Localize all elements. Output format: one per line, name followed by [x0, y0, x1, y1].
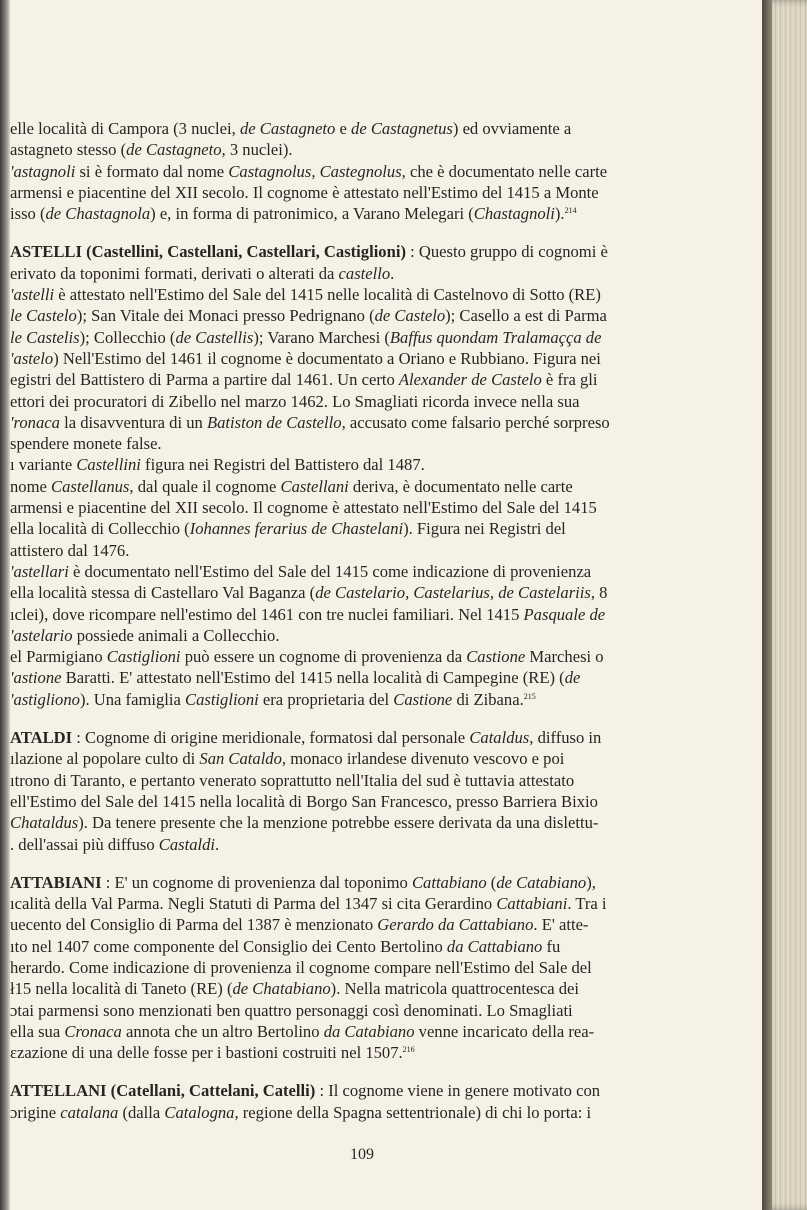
- paragraph-gap: [10, 224, 708, 241]
- text-line: nome Castellanus, dal quale il cognome Castellani deriva, è documentato nelle carte: [10, 476, 573, 496]
- text-line: ɛzazione di una delle fosse per i bastioni costruiti nel 1507.$^{216}$: [10, 1043, 415, 1063]
- text-line: ella località di Collecchio (Iohannes ferarius de Chastelani). Figura nei Registri del: [10, 519, 566, 539]
- text-line: egistri del Battistero di Parma a partire dal 1461. Un certo Alexander de Castelo è fra gli: [10, 370, 598, 390]
- text-line: ł15 nella località di Taneto (RE) (de Chatabiano). Nella matricola quattrocentesca dei: [10, 979, 579, 999]
- page-number: 109: [350, 1146, 374, 1163]
- book-gutter-edge: [0, 0, 10, 1210]
- entry-cataldi: [10, 727, 708, 855]
- entry-castelli: [10, 241, 708, 710]
- entry-cattellani: [10, 1080, 708, 1123]
- text-line: ıtrono di Taranto, e pertanto venerato soprattutto nell'Italia del sud è tuttavia attestato: [10, 770, 575, 790]
- text-line: le Castelis); Collecchio (de Castellis); Varano Marchesi (Baffus quondam Tralamaçça de: [10, 327, 602, 347]
- text-line: ATTELLANI (Catellani, Cattelani, Catelli) : Il cognome viene in genere motivato con: [10, 1081, 601, 1101]
- text-line: 'astagnoli si è formato dal nome Castagnolus, Castegnolus, che è documentato nelle carte: [10, 161, 608, 181]
- text-line: ıto nel 1407 come componente del Consiglio dei Cento Bertolino da Cattabiano fu: [10, 936, 561, 956]
- text-line: ı variante Castellini figura nei Registri del Battistero dal 1487.: [10, 455, 425, 475]
- text-line: Chataldus). Da tenere presente che la menzione potrebbe essere derivata da una dislettu-: [10, 813, 599, 833]
- text-line: armensi e piacentine del XII secolo. Il cognome è attestato nell'Estimo del Sale del 1415: [10, 498, 597, 518]
- text-line: 'astigliono). Una famiglia Castiglioni era proprietaria del Castione di Zibana.$^{215}$: [10, 689, 536, 709]
- text-line: armensi e piacentine del XII secolo. Il cognome è attestato nell'Estimo del 1415 a Monte: [10, 182, 599, 202]
- page-text: [10, 118, 708, 1123]
- text-line: 'astelario possiede animali a Collecchio.: [10, 625, 280, 645]
- text-line: elle località di Campora (3 nuclei, de Castagneto e de Castagnetus) ed ovviamente a: [10, 119, 572, 138]
- text-line: isso (de Chastagnola) e, in forma di patronimico, a Varano Melegari (Chastagnoli).$^{214}$: [10, 204, 577, 224]
- text-line: ella località stessa di Castellaro Val Baganza (de Castelario, Castelarius, de Castelariis, 8: [10, 583, 608, 603]
- paragraph-gap: [10, 855, 708, 872]
- entry-castagno: [10, 118, 708, 224]
- text-line: ASTELLI (Castellini, Castellani, Castellari, Castiglioni) : Questo gruppo di cognomi è: [10, 242, 608, 262]
- paragraph-gap: [10, 1063, 708, 1080]
- text-line: attistero dal 1476.: [10, 540, 130, 560]
- text-line: 'astellari è documentato nell'Estimo del Sale del 1415 come indicazione di provenienza: [10, 561, 592, 581]
- text-line: herardo. Come indicazione di provenienza il cognome compare nell'Estimo del Sale del: [10, 957, 592, 977]
- text-line: erivato da toponimi formati, derivati o alterati da castello.: [10, 263, 395, 283]
- text-line: ATALDI : Cognome di origine meridionale, formatosi dal personale Cataldus, diffuso in: [10, 728, 602, 748]
- paragraph-gap: [10, 710, 708, 727]
- text-line: ıclei), dove ricompare nell'estimo del 1461 con tre nuclei familiari. Nel 1415 Pasquale de: [10, 604, 606, 624]
- text-line: 'astione Baratti. E' attestato nell'Estimo del 1415 nella località di Campegine (RE) (de: [10, 668, 581, 688]
- text-line: ella sua Cronaca annota che un altro Bertolino da Catabiano venne incaricato della rea-: [10, 1021, 595, 1041]
- entry-cattabiani: [10, 872, 708, 1064]
- text-line: 'ronaca la disavventura di un Batiston de Castello, accusato come falsario perché sorpreso: [10, 412, 610, 432]
- text-line: ɔtai parmensi sono menzionati ben quattro personaggi così denominati. Lo Smagliati: [10, 1000, 573, 1020]
- text-line: uecento del Consiglio di Parma del 1387 è menzionato Gerardo da Cattabiano. E' atte-: [10, 915, 589, 935]
- text-line: ɔrigine catalana (dalla Catalogna, regione della Spagna settentrionale) di chi lo porta: i: [10, 1102, 592, 1122]
- text-line: . dell'assai più diffuso Castaldi.: [10, 834, 220, 854]
- text-line: astagneto stesso (de Castagneto, 3 nuclei).: [10, 140, 293, 160]
- text-line: ell'Estimo del Sale del 1415 nella località di Borgo San Francesco, presso Barriera Bixio: [10, 791, 598, 811]
- text-line: spendere monete false.: [10, 434, 162, 454]
- text-line: 'astelo) Nell'Estimo del 1461 il cognome è documentato a Oriano e Rubbiano. Figura nei: [10, 348, 601, 368]
- text-line: ATTABIANI : E' un cognome di provenienza dal toponimo Cattabiano (de Catabiano),: [10, 872, 596, 892]
- text-line: ıcalità della Val Parma. Negli Statuti di Parma del 1347 si cita Gerardino Cattabiani. Tra i: [10, 894, 607, 914]
- text-line: 'astelli è attestato nell'Estimo del Sale del 1415 nelle località di Castelnovo di Sotto (RE): [10, 285, 601, 305]
- page-stack-edge: [762, 0, 807, 1210]
- text-line: ılazione al popolare culto di San Cataldo, monaco irlandese divenuto vescovo e poi: [10, 749, 565, 769]
- text-line: ettori dei procuratori di Zibello nel marzo 1462. Lo Smagliati ricorda invece nella sua: [10, 391, 580, 411]
- text-line: el Parmigiano Castiglioni può essere un cognome di provenienza da Castione Marchesi o: [10, 647, 604, 667]
- book-page: [10, 0, 762, 1210]
- text-line: le Castelo); San Vitale dei Monaci presso Pedrignano (de Castelo); Casello a est di Parma: [10, 306, 607, 326]
